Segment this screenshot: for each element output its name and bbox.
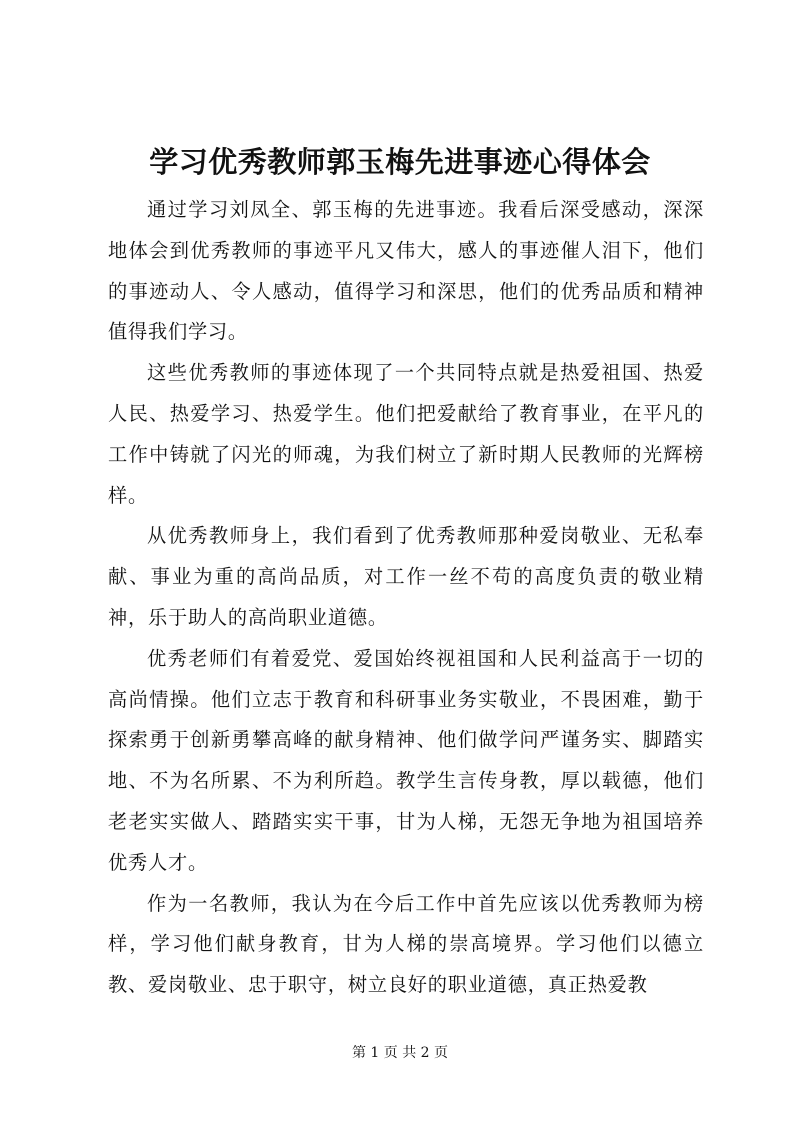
page-number: 第 1 页 共 2 页 bbox=[351, 1045, 449, 1061]
paragraph-4: 优秀老师们有着爱党、爱国始终视祖国和人民利益高于一切的高尚情操。他们立志于教育和科研事业务实敬业，不畏困难，勤于探索勇于创新勇攀高峰的献身精神、他们做学问严谨务实、脚踏实地、不为名所累、不为利所趋。教学生言传身教，厚以载德，他们老老实实做人、踏踏实实干事，甘为人梯，无怨无争地为祖国培养优秀人才。 bbox=[108, 646, 704, 874]
paragraph-1: 通过学习刘凤全、郭玉梅的先进事迹。我看后深受感动，深深地体会到优秀教师的事迹平凡又伟大，感人的事迹催人泪下，他们的事迹动人、令人感动，值得学习和深思，他们的优秀品质和精神值得我们学习。 bbox=[108, 198, 704, 344]
paragraph-3: 从优秀教师身上，我们看到了优秀教师那种爱岗敬业、无私奉献、事业为重的高尚品质，对工作一丝不苟的高度负责的敬业精神，乐于助人的高尚职业道德。 bbox=[108, 524, 704, 629]
paragraph-5: 作为一名教师，我认为在今后工作中首先应该以优秀教师为榜样，学习他们献身教育，甘为人梯的崇高境界。学习他们以德立教、爱岗敬业、忠于职守，树立良好的职业道德，真正热爱教 bbox=[108, 891, 704, 997]
paragraph-2: 这些优秀教师的事迹体现了一个共同特点就是热爱祖国、热爱人民、热爱学习、热爱学生。他们把爱献给了教育事业，在平凡的工作中铸就了闪光的师魂，为我们树立了新时期人民教师的光辉榜样。 bbox=[108, 361, 704, 507]
document-title: 学习优秀教师郭玉梅先进事迹心得体会 bbox=[149, 145, 651, 179]
page-footer bbox=[0, 1044, 800, 1062]
document-body bbox=[108, 190, 704, 1006]
